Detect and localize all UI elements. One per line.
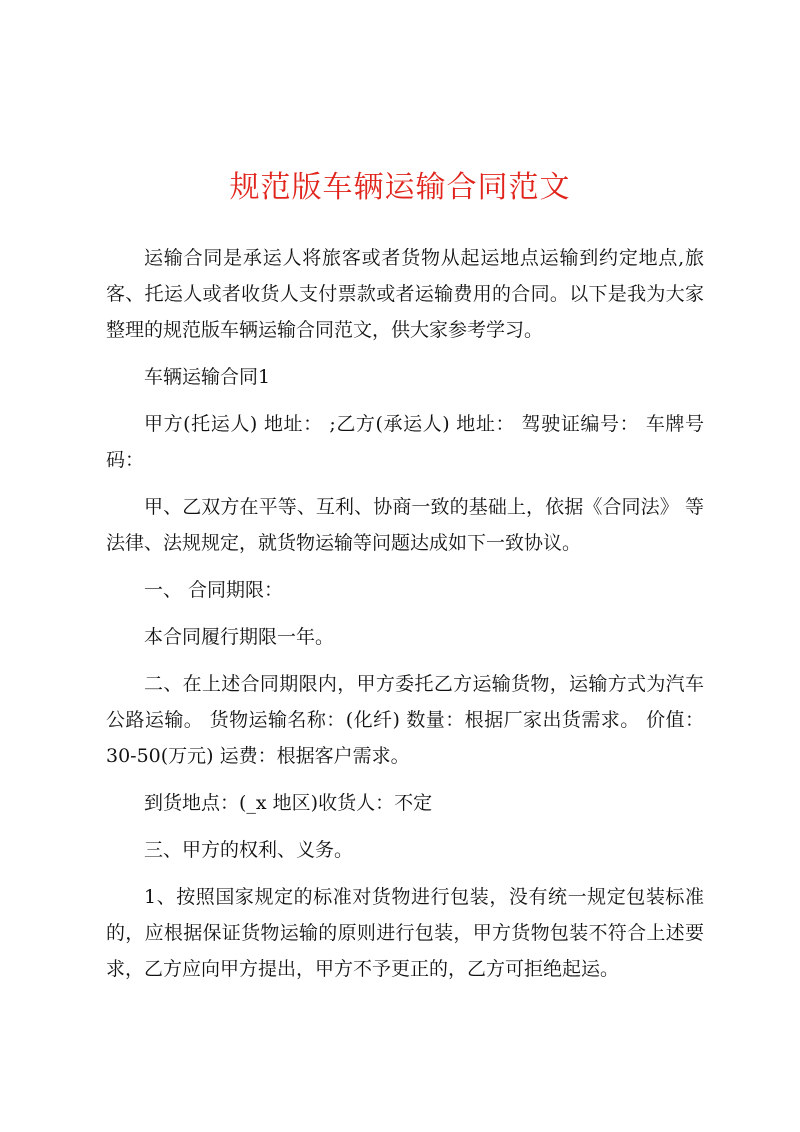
- section-one-heading: 一、 合同期限：: [144, 579, 284, 601]
- parties-paragraph: 甲方(托运人) 地址： ;乙方(承运人) 地址： 驾驶证编号： 车牌号码：: [106, 413, 704, 471]
- contract-heading: 车辆运输合同1: [144, 366, 271, 388]
- document-body: [106, 240, 704, 998]
- delivery-paragraph: 到货地点：(_x 地区)收货人：不定: [144, 792, 433, 814]
- section-three-heading: 三、甲方的权利、义务。: [144, 839, 354, 861]
- term-paragraph: 本合同履行期限一年。: [144, 626, 335, 648]
- document-title: 规范版车辆运输合同范文: [229, 170, 571, 205]
- agreement-paragraph: 甲、乙双方在平等、互利、协商一致的基础上，依据《合同法》 等法律、法规规定，就货物运输等问题达成如下一致协议。: [106, 496, 704, 554]
- packaging-paragraph: 1、按照国家规定的标准对货物进行包装，没有统一规定包装标准的，应根据保证货物运输的原则进行包装，甲方货物包装不符合上述要求，乙方应向甲方提出，甲方不予更正的，乙方可拒绝起运。: [106, 886, 704, 980]
- section-two-paragraph: 二、在上述合同期限内，甲方委托乙方运输货物，运输方式为汽车公路运输。 货物运输名称：(化纤) 数量：根据厂家出货需求。 价值：30-50(万元) 运费：根据客户需求。: [106, 673, 704, 767]
- intro-paragraph: 运输合同是承运人将旅客或者货物从起运地点运输到约定地点,旅客、托运人或者收货人支付票款或者运输费用的合同。以下是我为大家整理的规范版车辆运输合同范文，供大家参考学习。: [106, 247, 704, 341]
